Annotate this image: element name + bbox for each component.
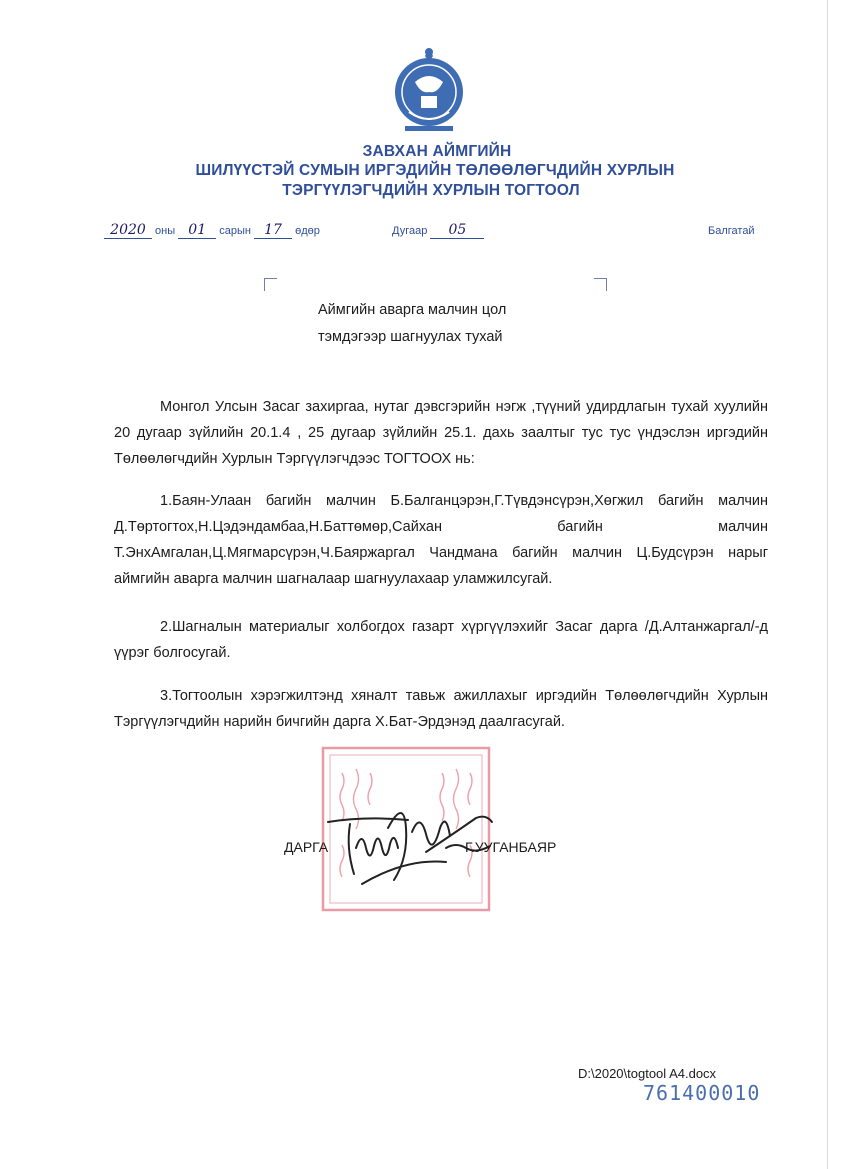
- year-suffix: оны: [152, 225, 179, 237]
- date-year: 2020: [104, 222, 152, 239]
- subject-bracket-left: [264, 278, 277, 291]
- header-sum-council: ШИЛҮҮСТЭЙ СУМЫН ИРГЭДИЙН ТӨЛӨӨЛӨГЧДИЙН ХУРЛЫН: [195, 162, 675, 179]
- clause-3: 3.Тогтоолын хэрэгжилтэнд хяналт тавьж ажиллахыг иргэдийн Төлөөлөгчдийн Хурлын Тэргүүлэгчдийн нарийн бичгийн дарга Х.Бат-Эрдэнэд даалгасугай.: [114, 688, 768, 730]
- clause-1: 1.Баян-Улаан багийн малчин Б.Балганцэрэн,Г.Түвдэнсүрэн,Хөгжил багийн малчин Д.Төртогтох,Н.Цэдэндамбаа,Н.Баттөмөр,Сайхан багийн малчин Т.ЭнхАмгалан,Ц.Мягмарсүрэн,Ч.Баяржаргал Чандмана багийн малчин Ц.Будсүрэн нарыг аймгийн аварга малчин шагналаар шагнуулахаар уламжилсугай.: [114, 493, 768, 587]
- number-value: 05: [430, 222, 484, 239]
- day-suffix: өдөр: [292, 225, 320, 237]
- subject-bracket-right: [594, 278, 607, 291]
- header-resolution: ТЭРГҮҮЛЭГЧДИЙН ХУРЛЫН ТОГТООЛ: [282, 182, 580, 199]
- file-path: D:\2020\togtool A4.docx: [578, 1066, 717, 1081]
- serial-number: 761400010: [643, 1081, 761, 1105]
- signatory-title: ДАРГА: [284, 839, 329, 855]
- number-label: Дугаар: [392, 225, 431, 237]
- state-emblem-icon: [391, 42, 467, 134]
- place-name: Балгатай: [708, 225, 755, 237]
- signatory-name: Г.УУГАНБАЯР: [465, 839, 557, 855]
- subject-line-2: тэмдэгээр шагнуулах тухай: [318, 329, 503, 345]
- number-field: [392, 222, 484, 239]
- preamble-paragraph: Монгол Улсын Засаг захиргаа, нутаг дэвсгэрийн нэгж ,түүний удирдлагын тухай хуулийн 20 дугаар зүйлийн 20.1.4 , 25 дугаар зүйлийн 25.1. дахь заалтыг тус тус үндэслэн иргэдийн Төлөөлөгчдийн Хурлын Тэргүүлэгчдээс ТОГТООХ нь:: [114, 399, 768, 467]
- date-day: 17: [254, 222, 292, 239]
- date-line: [104, 222, 320, 239]
- date-month: 01: [178, 222, 216, 239]
- clause-2: 2.Шагналын материалыг холбогдох газарт хүргүүлэхийг Засаг дарга /Д.Алтанжаргал/-д үүрэг болгосугай.: [114, 619, 768, 661]
- header-aimag: ЗАВХАН АЙМГИЙН: [362, 143, 512, 160]
- month-suffix: сарын: [216, 225, 255, 237]
- subject-line-1: Аймгийн аварга малчин цол: [318, 302, 507, 318]
